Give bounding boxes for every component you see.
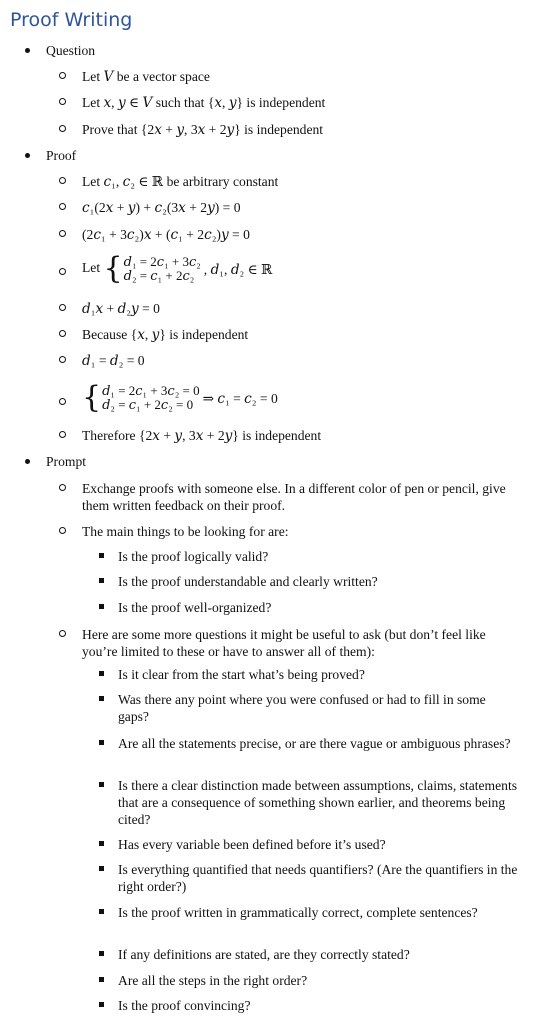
system-line: 𝑑₂ = 𝑐₁ + 2𝑐₂ = 0: [102, 397, 194, 412]
system-line: 𝑑₂ = 𝑐₁ + 2𝑐₂: [123, 268, 195, 283]
list-item: Is the proof well-organized?: [118, 600, 272, 615]
system-suffix: , 𝑑₁, 𝑑₂ ∈ ℝ: [203, 261, 273, 277]
bullet: [59, 527, 66, 534]
section-question: Question: [46, 43, 96, 58]
system-line: 𝑑₁ = 2𝑐₁ + 3𝑐₂: [123, 254, 201, 269]
bullet: [99, 951, 104, 956]
list-item: Is the proof logically valid?: [118, 549, 269, 564]
list-item: Was there any point where you were confused or had to fill in some gaps?: [118, 692, 486, 724]
zero-system-item: [82, 380, 520, 415]
bullet: [99, 866, 104, 871]
equation-system: [82, 380, 278, 415]
bullet: [25, 48, 30, 53]
list-item: Is the proof convincing?: [118, 998, 251, 1013]
left-brace: {: [103, 251, 123, 286]
list-item: Are all the statements precise, or are there vague or ambiguous phrases?: [118, 736, 511, 751]
bullet: [59, 268, 66, 275]
list-item: Prove that {2𝑥 + 𝑦, 3𝑥 + 2𝑦} is independent: [82, 122, 324, 137]
bullet: [99, 671, 104, 676]
equation-system: [103, 251, 273, 286]
bullet: [59, 98, 66, 105]
bullet: [59, 484, 66, 491]
bullet: [25, 459, 30, 464]
bullet: [99, 909, 104, 914]
bullet: [59, 398, 66, 405]
bullet: [59, 330, 66, 337]
bullet: [59, 203, 66, 210]
bullet: [99, 553, 104, 558]
bullet: [99, 1002, 104, 1007]
list-item: Has every variable been defined before it’s used?: [118, 837, 386, 852]
bullet: [59, 230, 66, 237]
list-item: If any definitions are stated, are they correctly stated?: [118, 947, 410, 962]
list-item: Is it clear from the start what’s being proved?: [118, 667, 365, 682]
list-item: 𝑐₁(2𝑥 + 𝑦) + 𝑐₂(3𝑥 + 2𝑦) = 0: [82, 200, 241, 215]
bullet: [59, 177, 66, 184]
list-item: Let 𝑐₁, 𝑐₂ ∈ ℝ be arbitrary constant: [82, 174, 279, 189]
system-line: 𝑑₁ = 2𝑐₁ + 3𝑐₂ = 0: [102, 383, 200, 398]
bullet: [99, 977, 104, 982]
list-item: Are all the steps in the right order?: [118, 973, 308, 988]
list-item: Exchange proofs with someone else. In a different color of pen or pencil, give them written feedback on their proof.: [82, 481, 506, 513]
left-brace: {: [82, 380, 102, 415]
list-item: Is the proof written in grammatically correct, complete sentences?: [118, 905, 478, 920]
bullet: [59, 630, 66, 637]
bullet: [99, 696, 104, 701]
let-prefix: Let: [82, 260, 101, 276]
bullet: [59, 304, 66, 311]
section-prompt: Prompt: [46, 454, 87, 469]
list-item: Is everything quantified that needs quantifiers? (Are the quantifiers in the right order?): [118, 862, 518, 894]
list-item: Because {𝑥, 𝑦} is independent: [82, 327, 249, 342]
bullet: [99, 604, 104, 609]
list-item: 𝑑₁ = 𝑑₂ = 0: [82, 353, 145, 368]
bullet: [99, 578, 104, 583]
bullet: [99, 782, 104, 787]
bullet: [59, 356, 66, 363]
bullet: [59, 72, 66, 79]
list-item: Let 𝑉 be a vector space: [82, 69, 210, 84]
list-item: Is the proof understandable and clearly written?: [118, 574, 378, 589]
bullet: [59, 125, 66, 132]
system-suffix: ⇒ 𝑐₁ = 𝑐₂ = 0: [202, 390, 278, 406]
bullet: [99, 841, 104, 846]
list-item: Therefore {2𝑥 + 𝑦, 3𝑥 + 2𝑦} is independent: [82, 428, 322, 443]
list-item: 𝑑₁𝑥 + 𝑑₂𝑦 = 0: [82, 301, 160, 316]
let-system-item: [82, 251, 520, 286]
list-item: Here are some more questions it might be useful to ask (but don’t feel like you’re limited to these or have to answer all of them):: [82, 627, 486, 659]
list-item: Let 𝑥, 𝑦 ∈ 𝑉 such that {𝑥, 𝑦} is independent: [82, 95, 326, 110]
list-item: The main things to be looking for are:: [82, 524, 289, 539]
bullet: [25, 153, 30, 158]
bullet: [99, 740, 104, 745]
list-item: (2𝑐₁ + 3𝑐₂)𝑥 + (𝑐₁ + 2𝑐₂)𝑦 = 0: [82, 227, 250, 242]
bullet: [59, 431, 66, 438]
page-title: Proof Writing: [10, 9, 133, 31]
section-proof: Proof: [46, 148, 77, 163]
list-item: Is there a clear distinction made between assumptions, claims, statements that are a consequence of something shown earlier, and theorems being cited?: [118, 778, 518, 827]
